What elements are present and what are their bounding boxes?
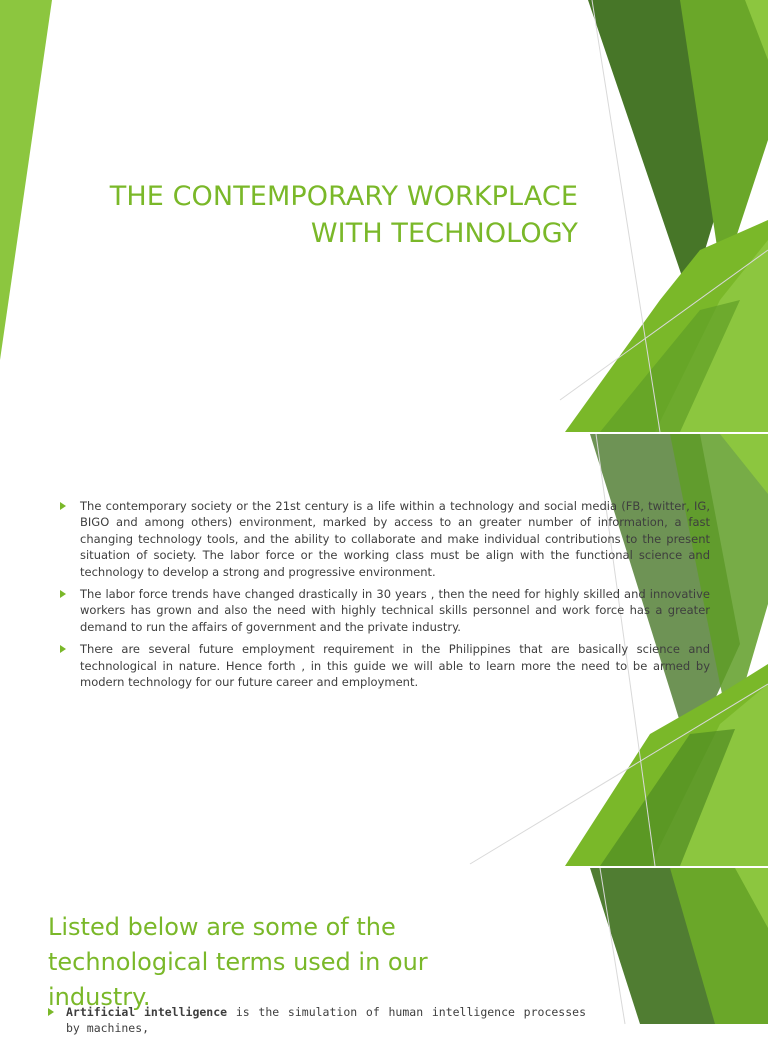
bullet-list [56, 498, 710, 696]
title-line-1: THE CONTEMPORARY WORKPLACE [109, 181, 578, 212]
bullet-arrow-icon [48, 1008, 54, 1016]
content-slide [0, 434, 768, 866]
bullet-text: is the simulation of human intelligence processes by machines, [66, 1005, 586, 1035]
left-green-shape [0, 0, 52, 360]
bullet-list [46, 1004, 586, 1042]
bullet-text: The labor force trends have changed drastically in 30 years , then the need for highly skilled and innovative workers has grown and also the need with highly technical skills personnel and work force has a greater demand to run the affairs of government and the private industry. [80, 587, 710, 634]
bullet-item-1 [56, 498, 710, 580]
bullet-item-2 [56, 586, 710, 635]
bullet-term: Artificial intelligence [66, 1005, 228, 1019]
bullet-arrow-icon [60, 502, 66, 510]
title-slide [0, 0, 768, 432]
bullet-item-3 [56, 641, 710, 690]
title-line-2: WITH TECHNOLOGY [310, 218, 578, 249]
bullet-item-1 [46, 1004, 586, 1036]
slide-title: Listed below are some of the technological terms used in our industry. [48, 913, 428, 1011]
bullet-arrow-icon [60, 590, 66, 598]
bullet-text: The contemporary society or the 21st century is a life within a technology and social media (FB, twitter, IG, BIGO and among others) environment, marked by access to an greater number of information, a fast changing technology tools, and the ability to collaborate and make individual contributions to the present situation of society. The labor force or the working class must be align with the functional science and technology to develop a strong and progressive environment. [80, 499, 710, 579]
bullet-text: There are several future employment requirement in the Philippines that are basically science and technological in nature. Hence forth , in this guide we will able to learn more the need to be armed by modern technology for our future career and employment. [80, 642, 710, 690]
terms-slide [0, 868, 768, 1035]
bullet-arrow-icon [60, 645, 66, 653]
slide-title [58, 178, 578, 252]
